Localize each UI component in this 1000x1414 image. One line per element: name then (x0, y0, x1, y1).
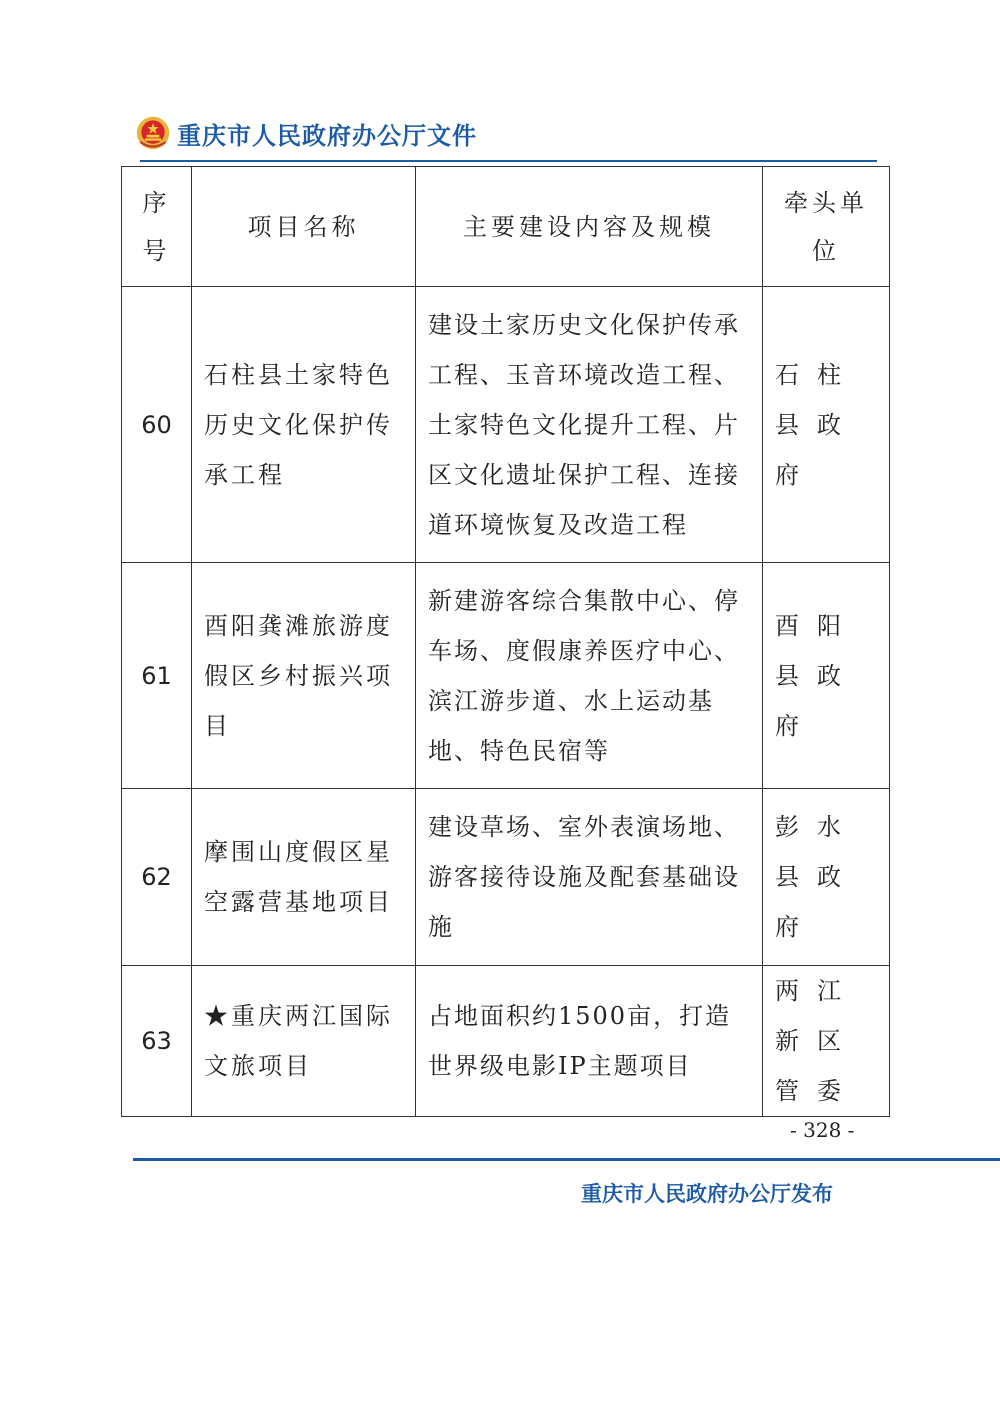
project-name: ★重庆两江国际文旅项目 (192, 966, 416, 1117)
table-row (122, 287, 890, 563)
lead-unit: 酉阳县政府 (763, 563, 890, 789)
row-number: 60 (122, 287, 192, 563)
table-header-row (122, 167, 890, 287)
project-table (121, 166, 890, 1117)
column-header-number: 序号 (122, 167, 192, 287)
footer-rule (133, 1158, 1000, 1161)
row-number: 61 (122, 563, 192, 789)
national-emblem-icon (135, 115, 171, 151)
document-header (135, 112, 477, 154)
project-name: 石柱县土家特色历史文化保护传承工程 (192, 287, 416, 563)
column-header-name: 项目名称 (192, 167, 416, 287)
project-name: 酉阳龚滩旅游度假区乡村振兴项目 (192, 563, 416, 789)
row-number: 63 (122, 966, 192, 1117)
header-rule (140, 160, 877, 162)
footer-publisher: 重庆市人民政府办公厅发布 (581, 1182, 833, 1206)
project-name: 摩围山度假区星空露营基地项目 (192, 789, 416, 966)
column-header-lead: 牵头单位 (763, 167, 890, 287)
project-content: 占地面积约1500亩，打造世界级电影IP主题项目 (416, 966, 763, 1117)
page-number: - 328 - (790, 1118, 855, 1142)
lead-unit: 两江新区管委 (763, 966, 890, 1117)
table-row (122, 789, 890, 966)
lead-unit: 彭水县政府 (763, 789, 890, 966)
project-content: 建设土家历史文化保护传承工程、玉音环境改造工程、土家特色文化提升工程、片区文化遗址保护工程、连接道环境恢复及改造工程 (416, 287, 763, 563)
project-content: 建设草场、室外表演场地、游客接待设施及配套基础设施 (416, 789, 763, 966)
row-number: 62 (122, 789, 192, 966)
column-header-content: 主要建设内容及规模 (416, 167, 763, 287)
project-content: 新建游客综合集散中心、停车场、度假康养医疗中心、滨江游步道、水上运动基地、特色民宿等 (416, 563, 763, 789)
table-row (122, 563, 890, 789)
table-row (122, 966, 890, 1117)
lead-unit: 石柱县政府 (763, 287, 890, 563)
header-title: 重庆市人民政府办公厅文件 (177, 121, 477, 150)
